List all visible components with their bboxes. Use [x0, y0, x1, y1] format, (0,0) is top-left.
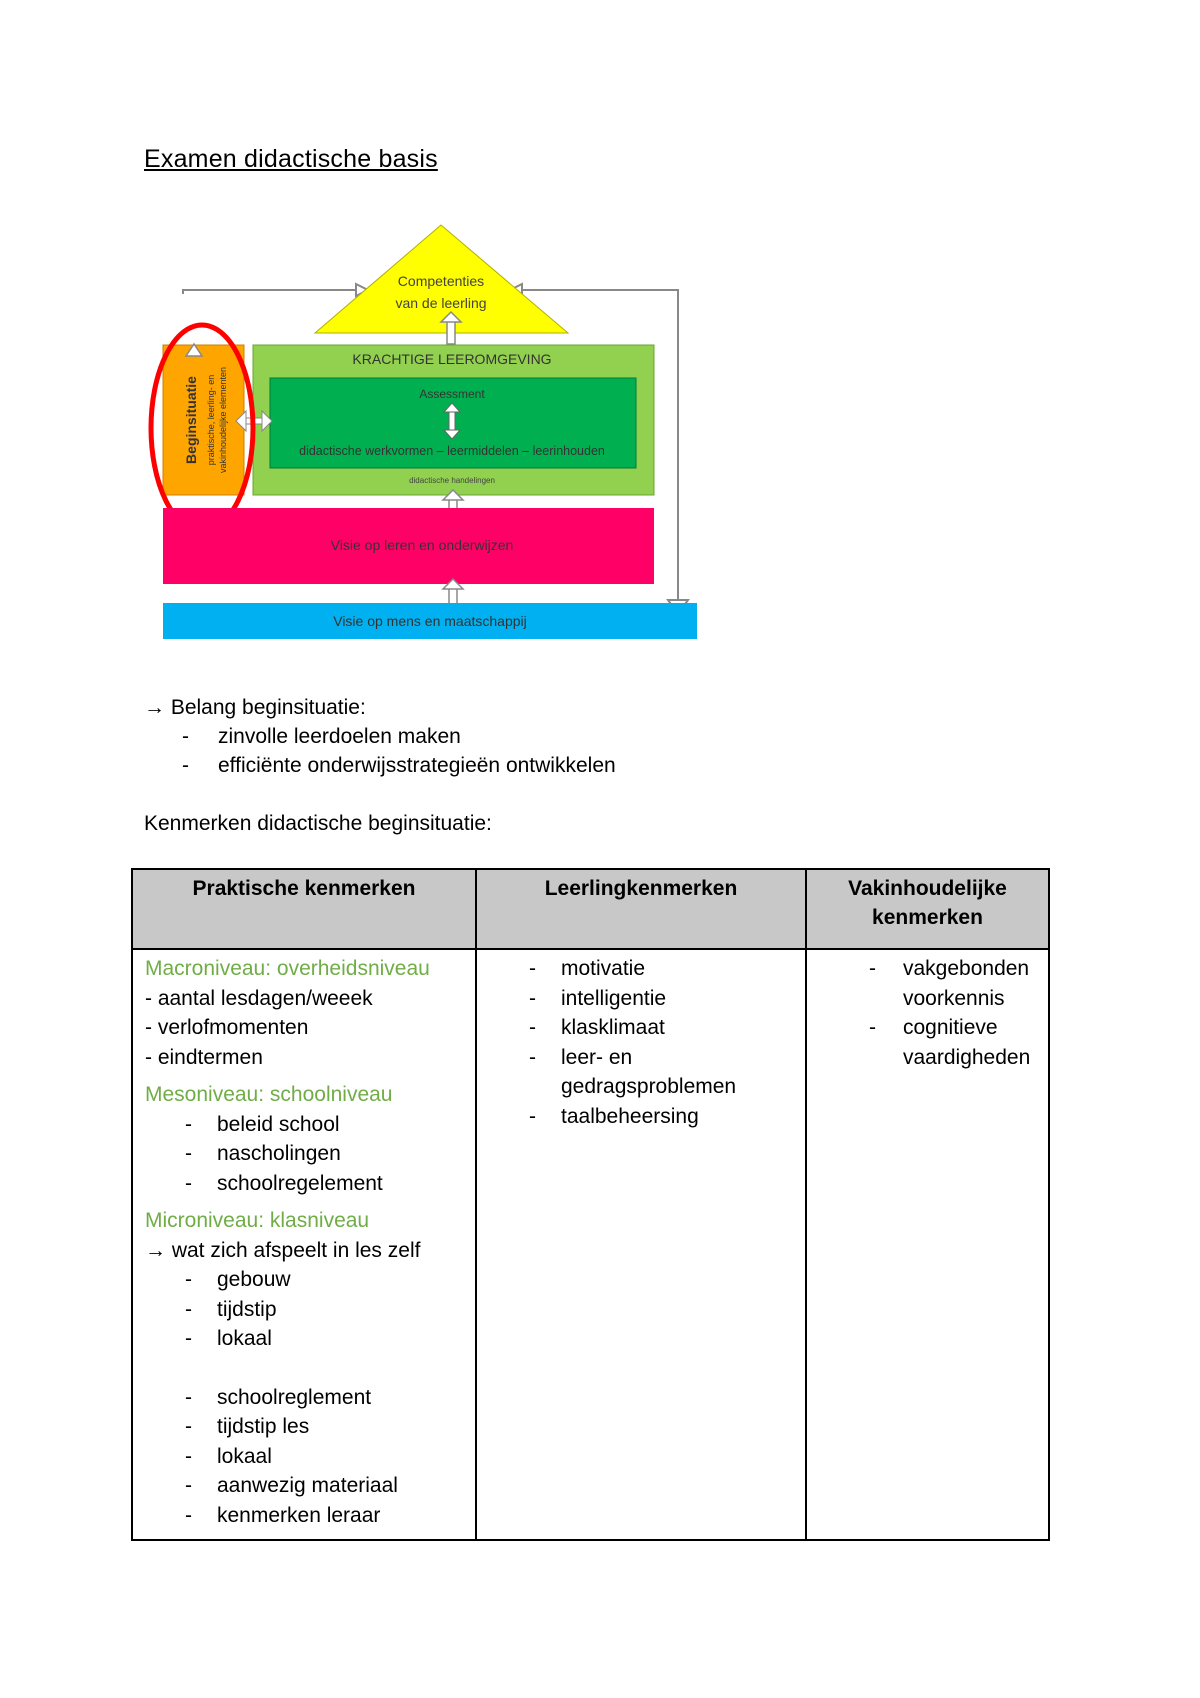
arrow-up-shaft [447, 320, 455, 344]
kenmerken-heading: Kenmerken didactische beginsituatie: [144, 812, 492, 835]
list-item: - schoolreglement [145, 1383, 465, 1413]
didactisch-model-diagram [0, 0, 1200, 660]
beginsituatie-label: Beginsituatie [183, 376, 199, 464]
visie-leren-label: Visie op leren en onderwijzen [330, 537, 514, 553]
list-item: - beleid school [145, 1110, 465, 1140]
list-item: - nascholingen [145, 1139, 465, 1169]
belang-list [144, 722, 616, 780]
list-item: - intelligentie [489, 984, 795, 1014]
vak-cell [806, 949, 1049, 1540]
list-item: - lokaal [145, 1442, 465, 1472]
list-item: - aanwezig materiaal [145, 1471, 465, 1501]
feedback-line-left [183, 290, 356, 294]
meso-section [145, 1080, 465, 1198]
list-item: - motivatie [489, 954, 795, 984]
krachtige-label: KRACHTIGE LEEROMGEVING [352, 351, 552, 367]
meso-title: Mesoniveau: schoolniveau [145, 1083, 393, 1106]
list-item: - klasklimaat [489, 1013, 795, 1043]
micro-lead: → wat zich afspeelt in les zelf [145, 1238, 421, 1262]
table-row [132, 949, 1049, 1540]
macro-line: - verlofmomenten [145, 1016, 309, 1039]
visie-mens-label: Visie op mens en maatschappij [333, 613, 527, 629]
list-item: - tijdstip [145, 1295, 465, 1325]
beginsituatie-box [163, 345, 244, 495]
list-item: - lokaal [145, 1324, 465, 1354]
handelingen-label: didactische handelingen [409, 476, 495, 485]
macro-line: - aantal lesdagen/weeek [145, 986, 373, 1010]
list-item: - gebouw [145, 1265, 465, 1295]
beginsituatie-sub-2: vakinhoudelijke elementen [218, 366, 228, 474]
belang-section [144, 693, 616, 780]
triangle-label-1: Competenties [397, 273, 485, 289]
list-item: - tijdstip les [145, 1412, 465, 1442]
kenmerken-table [131, 868, 1050, 1541]
micro-section [145, 1206, 465, 1530]
list-item: - vakgebonden voorkennis [819, 954, 1038, 1013]
table-header-praktisch: Praktische kenmerken [132, 869, 476, 949]
macro-line: - eindtermen [145, 1045, 263, 1069]
list-item: - taalbeheersing [489, 1102, 795, 1132]
macro-title: Macroniveau: overheidsniveau [145, 957, 430, 980]
table-header-leerling: Leerlingkenmerken [476, 869, 806, 949]
assessment-label: Assessment [419, 387, 485, 401]
leerling-cell [476, 949, 806, 1540]
beginsituatie-sub-1: praktische, leerling- en [206, 374, 216, 466]
praktische-cell [132, 949, 476, 1540]
list-item: - cognitieve vaardigheden [819, 1013, 1038, 1072]
list-item: - zinvolle leerdoelen maken [144, 722, 616, 751]
page-title: Examen didactische basis [144, 145, 438, 173]
list-item: - efficiënte onderwijsstrategieën ontwikkelen [144, 751, 616, 780]
table-header-vak: Vakinhoudelijke kenmerken [806, 869, 1049, 949]
triangle-label-2: van de leerling [395, 295, 487, 311]
list-item: - schoolregelement [145, 1169, 465, 1199]
werkvormen-label: didactische werkvormen – leermiddelen – leerinhouden [299, 444, 605, 458]
micro-title: Microniveau: klasniveau [145, 1209, 370, 1232]
macro-section [145, 954, 465, 1072]
list-item: - kenmerken leraar [145, 1501, 465, 1531]
list-item: - leer- en gedragsproblemen [489, 1043, 795, 1102]
belang-lead: → Belang beginsituatie: [144, 696, 366, 719]
